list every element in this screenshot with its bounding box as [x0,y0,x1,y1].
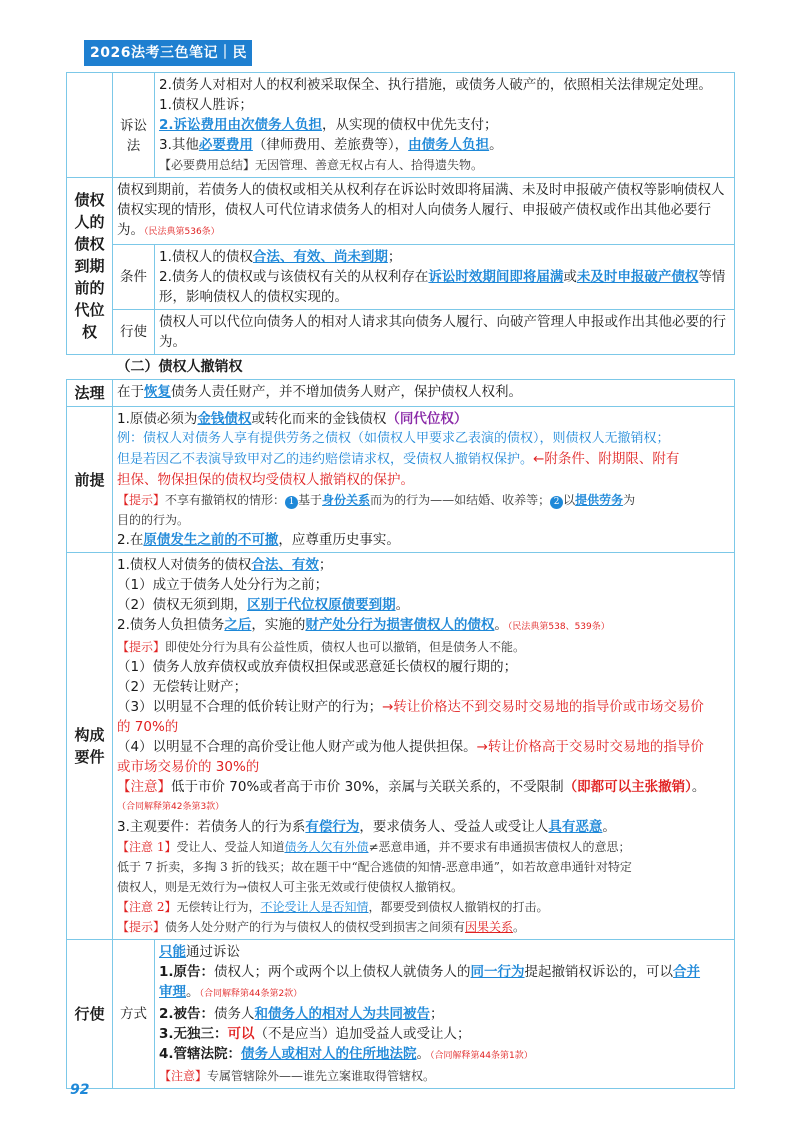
premise-label: 前提 [67,407,113,553]
principle-row [67,380,735,407]
p4a: 4.管辖法院： [159,1046,242,1062]
els2b: 。 [395,597,410,613]
tip2-tag: 【提示】 [117,920,166,934]
el2-blue2: 财产处分行为损害债权人的债权 [305,617,495,633]
el-l2 [117,615,730,637]
cond-line2 [159,267,730,307]
p-l1-purple: （同代位权） [386,411,468,427]
litigation-row [67,73,735,178]
el-note-a: 低于市价 70%或者高于市价 30%，亲属与关联关系的，不受限制 [171,779,564,795]
premise-tip2: 目的的行为。 [117,513,190,527]
el-note-b: 。 [691,779,706,795]
c1-blue: 合法、有效、尚未到期 [252,249,388,265]
note-text: 无因管理、善意无权占有人、拾得遗失物。 [255,158,484,172]
el-tip-text: 即使处分行为具有公益性质，债权人也可以撤销，但是债务人不能。 [165,640,526,654]
principle-label: 法理 [67,380,113,407]
p1b: 债权人；两个或两个以上债权人就债务人的 [214,964,471,980]
p2a: 2.被告： [159,1006,215,1022]
premise-ex2 [117,449,730,470]
p4b: 。 [416,1046,431,1062]
intro-ref: （民法典第536条） [144,227,220,237]
ex-note-text: 专属管辖除外——谁先立案谁取得管辖权。 [207,1069,436,1083]
el-l3 [117,817,730,837]
el2-blue1: 之后 [224,617,252,633]
l3-blue: 必要费用 [198,137,253,153]
el-tip-tag: 【提示】 [117,640,166,654]
section2-title: （二）债权人撤销权 [113,355,735,380]
pre-maturity-row [67,178,735,245]
el-item4 [117,737,730,757]
el-item2: （2）无偿转让财产； [117,679,248,695]
ex-p4 [159,1044,730,1066]
el1b: ； [318,557,333,573]
el2c: 。 [494,617,508,633]
s4-red: →转让价格高于交易时交易地的指导价 [476,739,704,755]
premise-l2 [117,530,730,550]
exercise-label: 行使 [67,940,113,1089]
circle-two-icon: 2 [550,496,563,509]
ex-p1 [159,962,730,982]
intro-text: 债权到期前，若债务人的债权或相关从权利存在诉讼时效即将届满、未及时申报破产债权等影响债权人债权实现的情形，债权人可代位请求债务人的相对人向债务人履行、申报破产债权或作出其他必要行为。 [117,182,725,238]
p4-ref: （合同解释第44条第1款） [430,1051,533,1061]
ex-only [159,942,730,962]
ex-note-tag: 【注意】 [159,1069,208,1083]
litigation-outer-cell [67,73,113,178]
p1-blue2: 合并 [673,964,701,980]
litigation-line2 [159,115,730,135]
p1c: 提起撤销权诉讼的，可以 [524,964,674,980]
p3-red: 可以 [227,1026,255,1042]
condition-content [155,245,735,310]
el-tip2 [117,917,730,937]
only-rest: 通过诉讼 [186,944,240,960]
section2-row [67,355,735,380]
p1-blue3: 审理 [159,984,186,1000]
p-l1a: 1.原债必须为 [117,411,198,427]
n2b: ，都要受到债权人撤销权的打击。 [368,900,549,914]
c2-blue1: 诉讼时效期间即将届满 [428,269,564,285]
lp-a: 在于 [117,384,144,400]
p1a: 1.原告： [159,964,215,980]
el-tip [117,637,730,657]
pre-maturity-label-text: 债权人的债权到期前的代位权 [74,191,105,341]
p3b: （不是应当）追加受益人或受让人； [254,1026,471,1042]
ex-p3 [159,1024,730,1044]
pre-maturity-label [67,178,113,355]
el2b: ，实施的 [251,617,306,633]
condition-label: 条件 [113,245,155,310]
litigation-line3 [159,135,730,155]
n1-tag: 【注意 1】 [117,840,177,854]
c1a: 1.债权人的债权 [159,249,253,265]
el-s1: （1）成立于债务人处分行为之前； [117,577,329,593]
litigation-label-text: 诉讼法 [120,118,147,154]
s3-red: →转让价格达不到交易时交易地的指导价或市场交易价 [382,699,704,715]
el3-blue2: 具有恶意 [548,819,603,835]
el3b: ，要求债务人、受益人或受让人 [359,819,549,835]
pre-maturity-intro [113,178,735,245]
c2a: 2.债务人的债权或与该债权有关的从权利存在 [159,269,429,285]
n2a: 无偿转让行为， [176,900,261,914]
principle-content [113,380,735,407]
litigation-line0: 2.债务人对相对人的权利被采取保全、执行措施，或债务人破产的，依照相关法律规定处理。 [159,77,712,93]
el3c: 。 [602,819,616,835]
els2a: （2）债权无须到期， [117,597,248,613]
pm-exercise-label: 行使 [113,310,155,355]
ex-note [159,1066,730,1086]
c2c: 等情形，影响债权人的债权实现的。 [159,269,726,305]
premise-row [67,407,735,553]
premise-ex3: 担保、物保担保的债权均受债权人撤销权的保护。 [117,472,414,488]
ex-p2 [159,1004,730,1024]
premise-content [113,407,735,553]
tip-blue2: 提供劳务 [575,493,624,507]
tip-b: 基于 [298,493,323,507]
l3b: （律师费用、差旅费等）， [252,137,409,153]
p-l2-blue: 原债发生之前的不可撤 [143,532,279,548]
tip-a: 不享有撤销权的情形： [165,493,286,507]
p1d: 。 [186,984,200,1000]
notes-table [66,72,735,1089]
tip-tag: 【提示】 [117,493,166,507]
p3a: 3.无独三： [159,1026,228,1042]
pm-exercise-row [67,310,735,355]
el-n1 [117,837,730,857]
el-note-ref: （合同解释第42条第3款） [117,802,225,812]
header-banner: 2026法考三色笔记｜民法 [84,40,252,66]
ex2a: 但是若因乙不表演导致甲对乙的违约赔偿请求权，受债权人撤销权保护。 [117,452,534,467]
p1-ref: （合同解释第44条第2款） [199,989,303,999]
p4-blue: 债务人或相对人的住所地法院 [241,1046,417,1062]
el-item3 [117,697,730,717]
tip-d: 以 [563,493,576,507]
el-item3b: 的 70%的 [117,719,179,735]
ex2-red: ←附条件、附期限、附有 [533,451,680,467]
el-item4b: 或市场交易价的 30%的 [117,759,260,775]
el-n1c: 低于 7 折卖，多掏 3 折的钱买；故在题干中“配合逃债的知情-恶意串通”，如若故意串通针对特定 [117,860,632,874]
cond-line1 [159,247,730,267]
premise-l1 [117,409,730,429]
c2b: 或 [563,269,577,285]
els2-blue: 区别于代位权原债要到期 [247,597,396,613]
elements-label: 构成要件 [67,553,113,940]
tip-c: 而为的行为——如结婚、收养等； [370,493,551,507]
lp-blue: 恢复 [144,384,171,400]
el1-blue: 合法、有效 [251,557,319,573]
litigation-note [159,155,730,175]
el-note-red: （即都可以主张撤销） [563,779,692,795]
p-l2a: 2.在 [117,532,144,548]
n1-blue: 债务人欠有外债 [284,840,369,854]
n2-blue: 不论受让人是否知情 [260,900,369,914]
p-l1-blue: 金钱债权 [197,411,252,427]
litigation-label [113,73,155,178]
el-n1d: 债权人，则是无效行为→债权人可主张无效或行使债权人撤销权。 [117,880,464,894]
s3a: （3）以明显不合理的低价转让财产的行为； [117,699,383,715]
s4a: （4）以明显不合理的高价受让他人财产或为他人提供担保。 [117,739,477,755]
p-l1b: 或转化而来的金钱债权 [251,411,387,427]
tip2a: 债务人处分财产的行为与债权人的债权受到损害之间须有 [165,920,466,934]
el3-blue1: 有偿行为 [305,819,360,835]
page-number: 92 [70,1082,90,1098]
p2-blue: 和债务人的相对人为共同被告 [254,1006,431,1022]
p2b: 债务人 [214,1006,255,1022]
el1a: 1.债权人对债务的债权 [117,557,252,573]
litigation-line1: 1.债权人胜诉； [159,97,253,113]
n2-tag: 【注意 2】 [117,900,177,914]
lp-b: 债务人责任财产，并不增加债务人财产，保护债权人权利。 [171,384,522,400]
c2-blue2: 未及时申报破产债权 [576,269,699,285]
elements-row [67,553,735,940]
premise-tip [117,490,730,510]
ex-p1b [159,982,730,1004]
method-label: 方式 [113,940,155,1089]
p2c: ； [430,1006,444,1022]
p-l2b: ，应尊重历史事实。 [278,532,400,548]
el2a: 2.债务人负担债务 [117,617,225,633]
tip-e: 为 [623,493,636,507]
tip-blue1: 身份关系 [322,493,371,507]
c1b: ； [387,249,402,265]
el-l1 [117,555,730,575]
el3a: 3.主观要件：若债务人的行为系 [117,819,306,835]
note-tag: 【必要费用总结】 [159,158,256,172]
premise-ex1: 例：债权人对债务人享有提供劳务之债权（如债权人甲要求乙表演的债权），则债权人无撤销权； [117,431,670,446]
exercise-content [155,940,735,1089]
exercise-row [67,940,735,1089]
tip2b: 。 [513,920,526,934]
litigation-fee-rest: ，从实现的债权中优先支付； [322,117,498,133]
el-item1: （1）债务人放弃债权或放弃债权担保或恶意延长债权的履行期的； [117,659,518,675]
el-note-tag: 【注意】 [117,779,171,795]
l3c: 。 [489,137,503,153]
el-n2 [117,897,730,917]
el-s2 [117,595,730,615]
circle-one-icon: 1 [285,496,298,509]
n1b: ≠恶意串通，并不要求有串通损害债权人的意思； [368,840,631,854]
pm-exercise-content: 债权人可以代位向债务人的相对人请求其向债务人履行、向破产管理人申报或作出其他必要的行为。 [155,310,735,355]
section2-spacer [67,355,113,380]
litigation-fee-highlight: 2.诉讼费用由次债务人负担 [159,117,323,133]
tip2-red: 因果关系 [465,920,514,934]
l3-blue2: 由债务人负担 [408,137,490,153]
elements-content [113,553,735,940]
only-blue: 只能 [159,944,186,960]
p1-blue1: 同一行为 [470,964,525,980]
el2-ref: （民法典第538、539条） [507,622,610,632]
n1a: 受让人、受益人知道 [176,840,285,854]
litigation-content [155,73,735,178]
el-note [117,777,730,797]
l3a: 3.其他 [159,137,199,153]
condition-row [67,245,735,310]
